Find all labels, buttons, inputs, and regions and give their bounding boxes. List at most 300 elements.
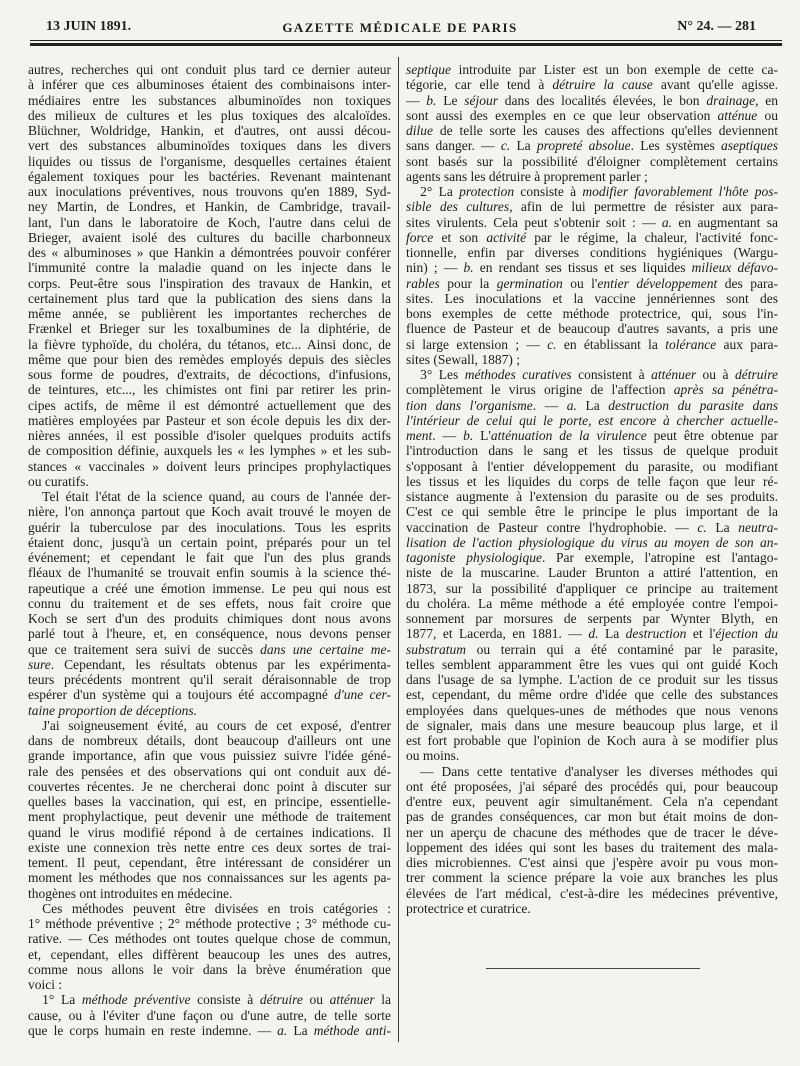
text-run: ont été proposées, j'ai séparé des procédés qui, pour beaucoup [406, 778, 778, 794]
text-run: ou l' [562, 275, 598, 291]
text-run: . Les systèmes [630, 138, 721, 154]
italic-text: rables [406, 275, 440, 291]
text-run: sonnement par morsures de serpents par Wynter Blyth, en [406, 611, 778, 626]
text-run: matières employées par Pasteur et son école depuis les dix der- [28, 412, 391, 428]
text-run: consiste à [514, 184, 583, 199]
italic-text: dans une certaine me- [260, 641, 391, 657]
text-line [28, 93, 391, 108]
text-run: en augmentant sa [672, 214, 778, 230]
italic-text: b. [463, 260, 474, 276]
text-line [406, 199, 778, 214]
text-line [28, 992, 391, 1007]
text-line [28, 337, 391, 352]
text-run: 3° Les [420, 367, 465, 382]
text-line [406, 611, 778, 626]
text-run: . Par exemple, l'atropine est l'antago- [541, 550, 779, 565]
text-line [28, 62, 391, 77]
text-run: de telle sorte les causes des affections qu'elles deviennent [433, 123, 778, 138]
text-line [28, 565, 391, 580]
text-run: existe une connexion très nette entre ces deux sortes de trai- [28, 839, 391, 855]
text-run: la fièvre typhoïde, du choléra, du tétanos, etc... Ainsi donc, de [28, 336, 391, 352]
text-line [406, 306, 778, 321]
text-line [406, 672, 778, 687]
text-run: 1877, et Lacerda, en 1881. — [406, 626, 589, 642]
text-run: La [576, 397, 609, 413]
text-run: aux inoculations préventives, nous trouvons qu'en 1889, Syd- [28, 184, 391, 199]
text-run: ou à [696, 367, 735, 382]
text-column-left [28, 62, 391, 1038]
text-run: guérir la tuberculose par des inoculations. Tous les esprits [28, 519, 391, 535]
text-run: autres, recherches qui ont conduit plus tard ce dernier auteur [28, 62, 391, 77]
italic-text: destruction [625, 626, 687, 642]
text-line [28, 428, 391, 443]
text-run: La [287, 1022, 314, 1038]
text-run: nin) ; — [406, 260, 464, 276]
text-run: pas de grandes conséquences, car mon but était moins de don- [406, 809, 778, 825]
text-run: 1873, sur la possibilité d'appliquer ce principe au traitement [406, 580, 778, 596]
text-run: dans de nombreux détails, dont beaucoup d'ailleurs ont une [28, 733, 391, 748]
text-run: si large extension ; — [406, 336, 548, 352]
italic-text: substratum [406, 641, 467, 657]
italic-text: protection [459, 184, 515, 199]
text-line [406, 703, 778, 718]
text-line [406, 123, 778, 138]
text-line [28, 413, 391, 428]
text-run: Blüchner, Woldridge, Hankin, et d'autres, ont aussi décou- [28, 123, 391, 138]
text-run: sites (Sewall, 1887) ; [406, 351, 520, 367]
text-run: la [374, 992, 392, 1008]
text-run: pour la [439, 275, 497, 291]
text-line [406, 840, 778, 855]
text-line [406, 77, 778, 92]
text-run: consistent à [571, 367, 652, 382]
italic-text: c. [547, 336, 557, 352]
text-run: parlé tout à l'heure, et, en conséquence, nous devons penser [28, 626, 391, 642]
text-run: ou [302, 992, 330, 1008]
italic-text: b. [426, 92, 437, 108]
text-line [406, 504, 778, 519]
italic-text: après sa pénétra- [673, 382, 778, 398]
italic-text: destruction du parasite dans [608, 397, 778, 413]
text-run: liquides ou tissus de l'organisme, desquelles certaines étaient [28, 153, 391, 169]
text-line [406, 489, 778, 504]
text-run: à inférer que ces albuminoses étaient des combinaisons inter- [28, 77, 391, 93]
text-line [406, 520, 778, 535]
text-line [28, 825, 391, 840]
text-line [28, 962, 391, 977]
text-line [28, 291, 391, 306]
italic-text: propreté absolue [536, 138, 631, 154]
text-run: même année, se publièrent les importantes recherches de [28, 306, 391, 321]
italic-text: lisation de l'action physiologique du virus au moyen de son an- [406, 534, 778, 550]
text-run: vert des substances albuminoïdes toxiques dans les divers [28, 138, 391, 154]
continued-text [406, 62, 778, 184]
text-run: dans des localités élevées, le bon [498, 92, 707, 108]
text-run: médiaires entre les substances albuminoïdes non toxiques [28, 92, 391, 108]
italic-text: l'intérieur de celui qui le porte, est encore à chercher actuelle- [406, 412, 778, 428]
text-run: élevées de l'art médical, c'est-à-dire les médecines préventive, [406, 885, 778, 901]
text-run: 1° La [42, 992, 82, 1008]
column-separator [398, 57, 399, 1042]
text-line [28, 382, 391, 397]
text-line [28, 840, 391, 855]
text-line [406, 626, 778, 641]
text-run: employées dans quelques-unes de méthodes que nous venons [406, 702, 778, 718]
journal-title: GAZETTE MÉDICALE DE PARIS [282, 20, 518, 35]
text-run: nières années, il est possible d'isoler quelques produits actifs [28, 428, 391, 443]
italic-text: détruire [735, 367, 778, 382]
text-run: . — [532, 397, 567, 413]
text-line [406, 459, 778, 474]
text-line [28, 809, 391, 824]
text-run: avant qu'elle agisse. [652, 77, 779, 93]
italic-text: d'une cer- [334, 687, 392, 703]
header-rule-thick [30, 43, 782, 46]
italic-text: force [406, 229, 434, 245]
italic-text: atténue [717, 107, 758, 123]
italic-text: méthode préventive [81, 992, 191, 1008]
text-run: quand le virus modifié répond à de certaines indications. Il [28, 824, 391, 840]
text-run: les tissus et les liquides du corps de telle façon que leur ré- [406, 473, 778, 489]
text-line [28, 123, 391, 138]
text-run: thogènes ont introduites en médecine. [28, 885, 233, 901]
text-line [406, 642, 778, 657]
italic-text: atténuer [651, 367, 697, 382]
text-run: Ces méthodes peuvent être divisées en trois catégories : [42, 900, 391, 916]
text-run: , en [755, 92, 778, 108]
italic-text: c. [697, 519, 707, 535]
text-line [28, 794, 391, 809]
text-run: certainement plus tard que la publication des siens dans la [28, 290, 391, 306]
text-line [28, 886, 391, 901]
text-run: voici : [28, 977, 63, 992]
text-line [28, 931, 391, 946]
text-line [28, 474, 391, 489]
text-run: l'introduction dans le sang et les tissus de quelque produit [406, 443, 778, 459]
text-run: quelles bases la vaccination, qui est, en principe, essentielle- [28, 794, 391, 809]
italic-text: septique [406, 62, 451, 77]
text-line [28, 779, 391, 794]
text-line [28, 443, 391, 458]
section-end-rule [486, 968, 700, 969]
text-line [28, 596, 391, 611]
text-line [406, 794, 778, 809]
italic-text: b. [463, 428, 474, 443]
text-run: telles semblent apparamment être les vues qui ont guidé Koch [406, 656, 778, 672]
text-line [28, 611, 391, 626]
text-line [28, 672, 391, 687]
text-line [28, 169, 391, 184]
italic-text: tion dans l'organisme [406, 397, 533, 413]
text-run: rapeutique a créé une émotion immense. Le peu qui nous est [28, 580, 391, 596]
text-line [28, 733, 391, 748]
text-line [406, 779, 778, 794]
text-line [406, 428, 778, 443]
text-run: comme nous allons le voir dans la brève énumération que [28, 961, 391, 977]
text-run: Le [436, 92, 465, 108]
text-run: ney Martin, de Londres, et Hankin, de Cambridge, travail- [28, 199, 391, 215]
text-line [406, 352, 778, 367]
paragraph [406, 184, 778, 367]
text-line [406, 886, 778, 901]
header-rule-thin [30, 40, 782, 41]
text-line [28, 276, 391, 291]
text-line [406, 809, 778, 824]
text-line [406, 291, 778, 306]
text-run: La [706, 519, 739, 535]
text-run: cipes actifs, de même il est démontré actuellement que des [28, 397, 391, 413]
text-run: ner un aperçu de chacune des méthodes que de tracer le déve- [406, 824, 778, 840]
text-line [406, 138, 778, 153]
text-run: agents sans les détruire à proprement parler ; [406, 168, 648, 184]
text-run: fluence de Pasteur et de beaucoup d'autres savants, a pris une [406, 321, 778, 337]
text-run: — Dans cette tentative d'analyser les diverses méthodes qui [420, 763, 778, 779]
italic-text: milieux défavo- [691, 260, 779, 276]
italic-text: détruire [259, 992, 303, 1008]
text-run: La [598, 626, 626, 642]
text-run: rative. — Ces méthodes ont toutes quelque chose de commun, [28, 931, 391, 947]
italic-text: sure [28, 656, 51, 672]
text-run: vaccination de Pasteur contre l'hydrophobie. — [406, 519, 698, 535]
text-line [406, 382, 778, 397]
text-run: étaient donc, jusqu'à un certain point, préparés pour un tel [28, 534, 391, 550]
text-run: du choléra. La même méthode a été employée contre l'empoi- [406, 595, 778, 611]
text-run: J'ai soigneusement évité, au cours de cet exposé, d'entrer [42, 717, 391, 733]
text-line [28, 321, 391, 336]
text-run: sont aussi des exemples en ce que leur observation [406, 107, 718, 123]
text-run: est fort probable que l'opinion de Koch aura à se modifier plus [406, 733, 778, 748]
text-line [406, 535, 778, 550]
text-run: ou [757, 107, 779, 123]
text-run: également toxiques pour les bactéries. Revenant maintenant [28, 168, 391, 184]
text-run: de signaler, mais dans une mesure beaucoup plus large, et il [406, 717, 778, 733]
text-line [28, 230, 391, 245]
text-run: de composition définie, auxquels les « les lymphes » et les sub- [28, 443, 391, 459]
text-line [406, 62, 778, 77]
text-run: des « albuminoses » que Hankin a démontrées pouvoir conférer [28, 245, 391, 260]
text-line [406, 550, 778, 565]
text-line [28, 245, 391, 260]
text-line [28, 199, 391, 214]
italic-text: méthodes curatives [464, 367, 572, 382]
text-run: introduite par Lister est un bon exemple de cette ca- [451, 62, 778, 77]
text-run: événement; et cependant le fait que l'un des plus grands [28, 550, 391, 565]
text-line [406, 855, 778, 870]
text-run: des milieux de cultures et les plus toxiques des alcaloïdes. [28, 107, 391, 123]
text-run: Koch se sert d'un des produits chimiques dont nous avons [28, 611, 391, 626]
text-run: lant, l'un dans le laboratoire de Koch, l'autre dans celui de [28, 214, 391, 230]
text-line [406, 596, 778, 611]
text-line [28, 550, 391, 565]
text-line [406, 443, 778, 458]
italic-text: a. [661, 214, 673, 230]
text-line [28, 260, 391, 275]
text-run: que le corps humain en reste indemne. — [28, 1022, 278, 1038]
text-line [28, 657, 391, 672]
text-run: Tel était l'état de la science quand, au cours de l'année der- [42, 489, 391, 504]
text-line [406, 321, 778, 336]
text-run: ou terrain qui a été contaminé par le parasite, [466, 641, 778, 657]
text-run: bons exemples de cette méthode protectrice, qui, sous l'in- [406, 306, 778, 321]
text-run: La [510, 138, 537, 154]
italic-text: a. [277, 1022, 288, 1038]
text-line [406, 687, 778, 702]
text-run: tement. Il peut, cependant, être intéressant de considérer un [28, 855, 391, 870]
text-run: des para- [717, 275, 778, 291]
text-line [406, 276, 778, 291]
text-run: sous forme de poudres, d'extraits, de décoctions, d'infusions, [28, 367, 391, 382]
italic-text: tolérance [665, 336, 717, 352]
text-line [28, 687, 391, 702]
text-run: C'est ce qui semble être le principe le plus important de la [406, 504, 778, 520]
text-line [406, 215, 778, 230]
text-line [28, 626, 391, 641]
text-run: aux para- [716, 336, 778, 352]
text-run: sont basés sur la possibilité d'éloigner complètement certains [406, 153, 778, 169]
italic-text: taine proportion de déceptions. [28, 702, 197, 718]
text-line [28, 184, 391, 199]
text-run: d'entre eux, peuvent agir simultanément. Cela n'a cependant [406, 794, 778, 809]
text-run: tionnelle, enfin par diverses conditions hygiéniques (Wargu- [406, 245, 778, 260]
text-run: en rendant ses tissus et ses liquides [473, 260, 692, 276]
text-run: dies microbiennes. C'est ainsi que j'espère avoir pu vous mon- [406, 855, 778, 870]
text-run: ou curatifs. [28, 473, 89, 489]
text-run: ou moins. [406, 748, 460, 764]
text-run: et son [433, 229, 487, 245]
text-run: par le régime, la chaleur, l'activité fonc- [526, 229, 778, 245]
text-line [28, 703, 391, 718]
text-run: fléaux de l'humanité se trouvait enfin soumis à la science thé- [28, 565, 391, 581]
text-line [28, 1008, 391, 1023]
text-line [28, 901, 391, 916]
text-run: même que pour bien des remèdes employés depuis des siècles [28, 351, 391, 367]
issue-date: 13 JUIN 1891. [46, 19, 132, 34]
text-line [406, 657, 778, 672]
text-line [28, 916, 391, 931]
italic-text: neutra- [738, 519, 778, 535]
text-line [406, 581, 778, 596]
italic-text: détruire la cause [552, 77, 653, 93]
text-run: couvertes récentes. Je ne chercherai donc point à discuter sur [28, 778, 391, 794]
text-line [406, 718, 778, 733]
text-run: nière, l'on annonça partout que Koch avait trouvé le moyen de [28, 504, 391, 520]
text-run: que ce traitement sera suivi de succès [28, 641, 261, 657]
italic-text: c. [500, 138, 511, 154]
text-line [28, 581, 391, 596]
text-run: ment prophylactique, peut devenir une méthode de traitement [28, 809, 391, 825]
text-run: . — [432, 428, 464, 443]
text-run: Brieger, avaient isolé des cultures du bacille charbonneux [28, 229, 391, 245]
text-run: moment les méthodes que nos connaissances sur les agents pa- [28, 870, 391, 886]
text-run: 1° méthode préventive ; 2° méthode protective ; 3° méthode cu- [28, 916, 391, 931]
text-line [28, 77, 391, 92]
text-run: Frænkel et Brieger sur les toxalbumines de la diphtérie, de [28, 321, 391, 337]
text-run: niste de la muscarine. Lauder Brunton a attiré l'attention, en [406, 565, 778, 581]
text-line [406, 901, 778, 916]
text-line [28, 459, 391, 474]
text-run: protectrice et curatrice. [406, 900, 531, 916]
italic-text: méthode anti- [313, 1022, 391, 1038]
text-run: — [406, 92, 427, 108]
italic-text: sible des cultures [406, 199, 510, 215]
text-line [28, 977, 391, 992]
text-line [406, 870, 778, 885]
text-line [406, 565, 778, 580]
paragraph [406, 764, 778, 917]
italic-text: tagoniste physiologique [406, 550, 542, 565]
text-line [406, 398, 778, 413]
italic-text: éjection du [715, 626, 778, 642]
text-column-right [406, 62, 778, 916]
text-line [28, 947, 391, 962]
text-run: L' [473, 428, 491, 443]
text-run: espérer d'un système qui a toujours été accompagné [28, 687, 335, 703]
text-line [28, 748, 391, 763]
italic-text: aseptiques [720, 138, 778, 154]
italic-text: dilue [406, 123, 433, 138]
text-line [28, 398, 391, 413]
text-line [406, 245, 778, 260]
text-line [406, 748, 778, 763]
paragraph [406, 367, 778, 764]
text-run: rale des pensées et des observations qui ont conduit aux dé- [28, 763, 391, 779]
text-run: et l' [686, 626, 716, 642]
text-line [28, 1023, 391, 1038]
text-run: loppement des idées qui sont les bases du traitement des mala- [406, 839, 778, 855]
text-line [28, 306, 391, 321]
text-line [28, 718, 391, 733]
text-line [28, 642, 391, 657]
paragraph [28, 489, 391, 718]
text-run: dans l'usage de sa lymphe. L'action de ce produit sur les tissus [406, 672, 778, 687]
text-line [406, 825, 778, 840]
text-run: . Cependant, les résultats obtenus par les expérimenta- [50, 656, 391, 672]
italic-text: a. [566, 397, 577, 413]
text-run: 2° La [420, 184, 460, 199]
text-run: connu du traitement et de ses effets, nous fait croire que [28, 595, 391, 611]
italic-text: activité [486, 229, 527, 245]
text-line [406, 337, 778, 352]
text-run: consiste à [190, 992, 260, 1008]
text-run: grande importance, afin que vous puissiez suivre l'idée géné- [28, 748, 391, 764]
text-run: de teintures, etc..., les chimistes ont fini par retirer les prin- [28, 382, 391, 398]
text-run: sites virulents. Cela peut s'obtenir soit : — [406, 214, 662, 230]
italic-text: entier développement [597, 275, 718, 291]
text-run: est, cependant, du même ordre d'idée que celle des substances [406, 687, 778, 703]
text-run: sans danger. — [406, 138, 501, 154]
text-run: teurs précédents montrent qu'il serait déraisonnable de trop [28, 672, 391, 687]
italic-text: séjour [464, 92, 498, 108]
text-run: s'opposant à l'entier développement du parasite, ou modifiant [406, 458, 778, 474]
text-line [28, 520, 391, 535]
italic-text: ment [406, 428, 433, 443]
text-run: sistance augmente à l'extension du parasite ou de ses produits. [406, 489, 778, 504]
text-run: sites. Les inoculations et la vaccine jennériennes sont des [406, 290, 778, 306]
issue-and-page-number: N° 24. — 281 [677, 19, 756, 34]
continued-text [28, 62, 391, 489]
text-line [28, 489, 391, 504]
text-run: tégorie, car elle tend à [406, 77, 553, 93]
text-line [28, 154, 391, 169]
text-line [406, 184, 778, 199]
text-line [406, 367, 778, 382]
text-run: trer comment la science prépare la voie aux branches les plus [406, 870, 778, 886]
text-run: complètement le virus origine de l'affection [406, 382, 674, 398]
italic-text: d. [588, 626, 599, 642]
text-line [406, 474, 778, 489]
text-line [406, 230, 778, 245]
text-line [28, 108, 391, 123]
